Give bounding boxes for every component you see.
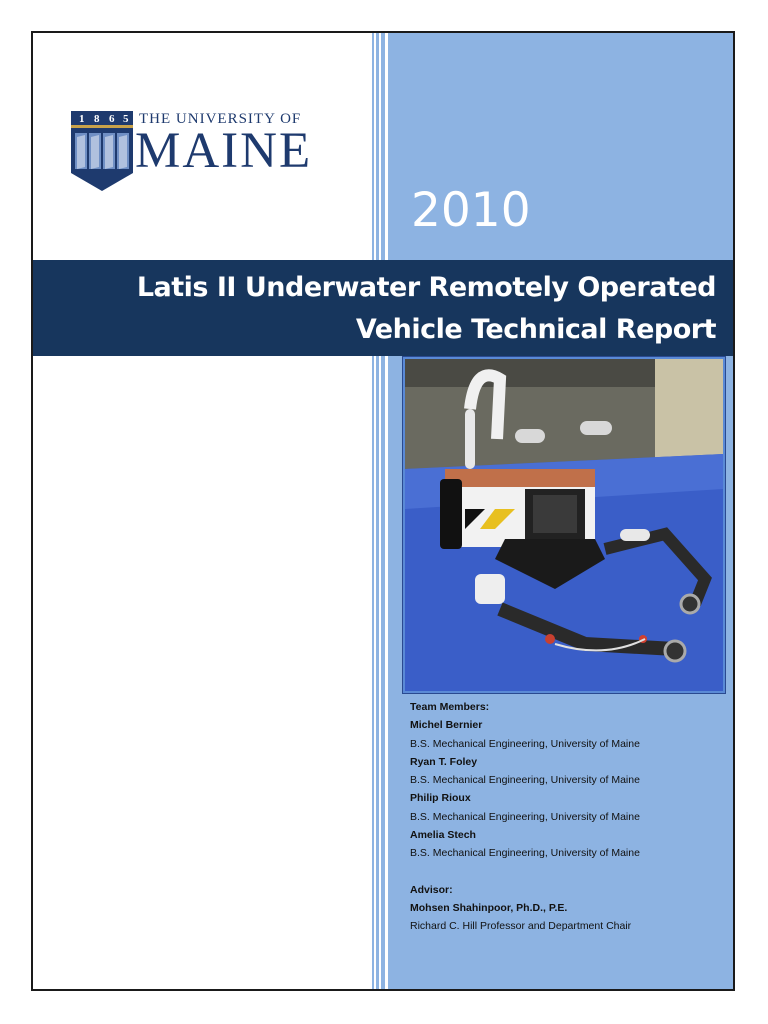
member-description: B.S. Mechanical Engineering, University of Maine [410, 737, 640, 750]
title-band [33, 260, 735, 356]
member-name: Michel Bernier [410, 719, 483, 732]
logo-digit: 6 [109, 113, 115, 125]
team-heading: Team Members: [410, 701, 490, 713]
logo-wordmark: MAINE [135, 123, 313, 179]
advisor-heading: Advisor: [410, 883, 453, 896]
shield-icon [71, 111, 133, 195]
divider-stripe [381, 33, 385, 989]
report-year: 2010 [411, 183, 531, 238]
rov-photo [403, 357, 725, 693]
member-description: B.S. Mechanical Engineering, University of Maine [410, 774, 640, 787]
member-name: Amelia Stech [410, 829, 476, 842]
advisor-name: Mohsen Shahinpoor, Ph.D., P.E. [410, 901, 568, 914]
spacer [410, 863, 730, 881]
member-description: B.S. Mechanical Engineering, University of Maine [410, 810, 640, 823]
divider-stripe [372, 33, 374, 989]
report-title-line-1: Latis II Underwater Remotely Operated [136, 272, 716, 303]
member-name: Ryan T. Foley [410, 755, 478, 768]
logo-digit: 5 [123, 113, 129, 125]
advisor-title: Richard C. Hill Professor and Department Chair [410, 920, 632, 933]
divider-stripe [376, 33, 379, 989]
member-description: B.S. Mechanical Engineering, University of Maine [410, 847, 640, 860]
logo-digit: 1 [79, 113, 85, 125]
report-title-line-2: Vehicle Technical Report [355, 314, 716, 345]
rov-photo-icon [405, 359, 723, 691]
university-logo [71, 111, 333, 195]
cover-page [31, 31, 735, 991]
team-section [410, 698, 730, 936]
logo-subtitle: THE UNIVERSITY OF [139, 111, 302, 127]
logo-digit: 8 [94, 113, 100, 125]
member-name: Philip Rioux [410, 792, 471, 805]
